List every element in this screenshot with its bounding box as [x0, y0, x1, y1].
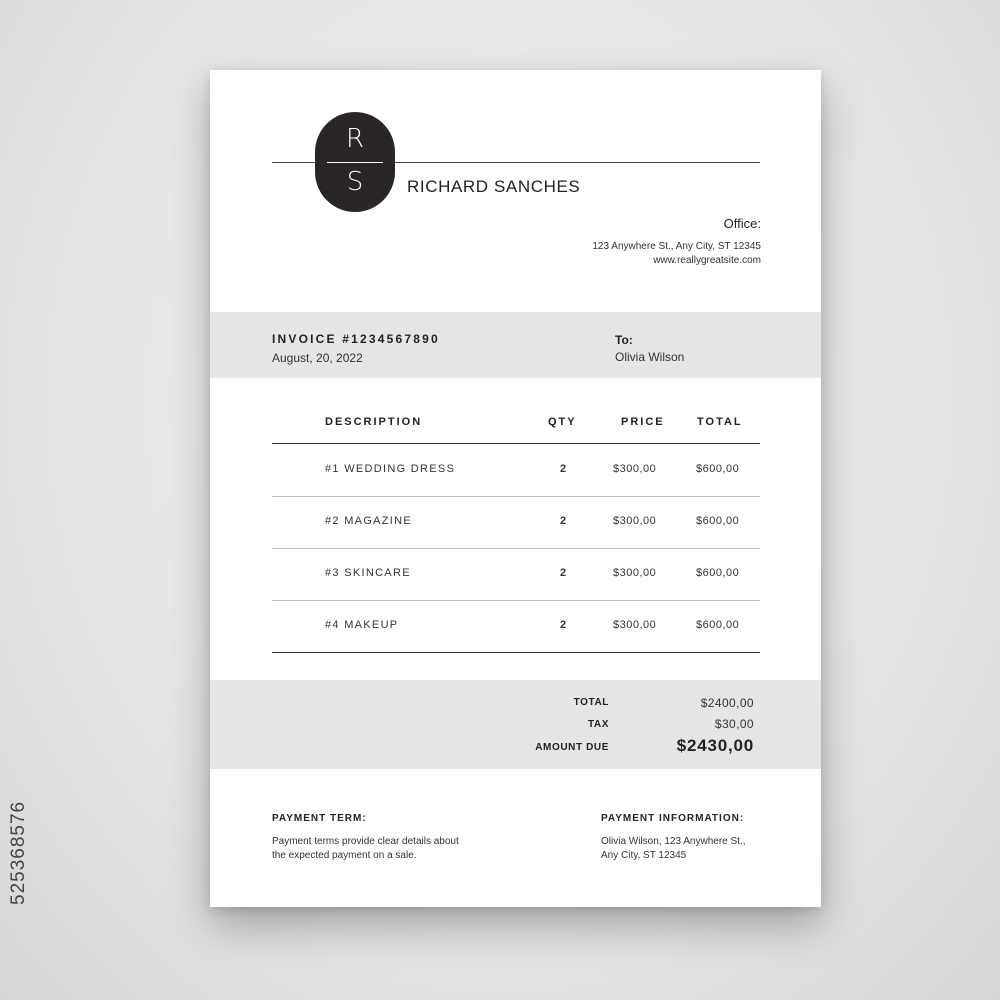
row-qty: 2	[560, 567, 567, 579]
tax-label: TAX	[587, 719, 609, 730]
row-description: #2 MAGAZINE	[325, 515, 413, 527]
monogram-logo	[315, 112, 395, 212]
payment-info-line-1: Olivia Wilson, 123 Anywhere St.,	[601, 836, 746, 847]
row-total: $600,00	[696, 463, 740, 475]
invoice-info-band	[210, 312, 821, 378]
office-address: 123 Anywhere St., Any City, ST 12345	[592, 241, 761, 252]
recipient-name: Olivia Wilson	[615, 350, 685, 364]
row-description: #1 WEDDING DRESS	[325, 463, 456, 475]
row-total: $600,00	[696, 619, 740, 631]
row-price: $300,00	[613, 567, 657, 579]
amount-due-label: AMOUNT DUE	[535, 742, 609, 753]
table-row	[272, 548, 760, 601]
amount-due-value: $2430,00	[676, 736, 754, 755]
office-label: Office:	[723, 216, 761, 231]
row-price: $300,00	[613, 515, 657, 527]
row-qty: 2	[560, 463, 567, 475]
row-price: $300,00	[613, 619, 657, 631]
row-total: $600,00	[696, 515, 740, 527]
invoice-number: INVOICE #1234567890	[272, 332, 440, 346]
table-row	[272, 496, 760, 549]
stock-id-label: 525368576	[8, 800, 29, 905]
row-total: $600,00	[696, 567, 740, 579]
row-qty: 2	[560, 619, 567, 631]
company-name: RICHARD SANCHES	[407, 177, 581, 196]
row-price: $300,00	[613, 463, 657, 475]
row-qty: 2	[560, 515, 567, 527]
monogram-top-letter: R	[345, 124, 365, 154]
payment-term-line-2: the expected payment on a sale.	[272, 850, 417, 861]
table-row	[272, 444, 760, 497]
row-description: #4 MAKEUP	[325, 619, 399, 631]
payment-info-title: PAYMENT INFORMATION:	[601, 813, 745, 824]
table-row	[272, 600, 760, 653]
payment-info-line-2: Any City, ST 12345	[601, 850, 687, 861]
total-label: TOTAL	[573, 697, 609, 708]
recipient-label: To:	[615, 333, 633, 347]
column-header-description: DESCRIPTION	[325, 416, 423, 428]
totals-band	[210, 680, 821, 769]
tax-value: $30,00	[714, 717, 754, 731]
office-website: www.reallygreatsite.com	[653, 255, 761, 266]
invoice-date: August, 20, 2022	[272, 351, 363, 365]
column-header-total: TOTAL	[697, 416, 743, 428]
column-header-price: PRICE	[621, 416, 665, 428]
monogram-divider	[327, 162, 383, 163]
total-value: $2400,00	[700, 696, 754, 710]
payment-term-line-1: Payment terms provide clear details about	[272, 836, 459, 847]
payment-term-title: PAYMENT TERM:	[272, 813, 367, 824]
column-header-qty: QTY	[548, 416, 577, 428]
row-description: #3 SKINCARE	[325, 567, 411, 579]
invoice-page	[210, 70, 821, 907]
monogram-bottom-letter: S	[346, 167, 364, 197]
